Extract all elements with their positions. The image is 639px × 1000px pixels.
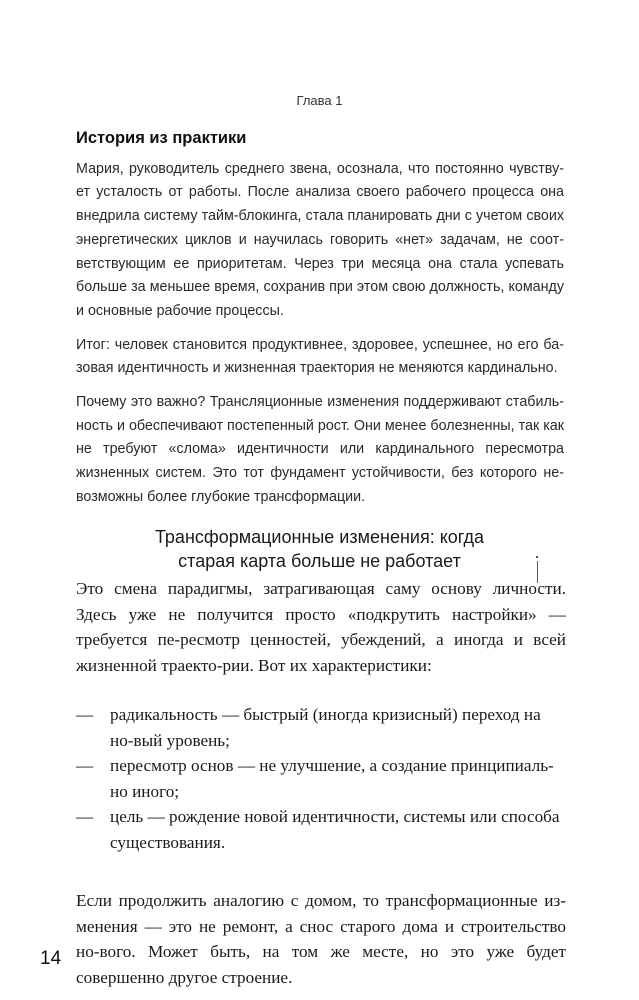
case-study-block <box>76 127 564 520</box>
list-item-text: радикальность — быстрый (иногда кризисный) переход на но-вый уровень; <box>110 705 541 750</box>
characteristics-list <box>76 702 566 855</box>
scan-artifact-dot <box>536 556 538 558</box>
page-number: 14 <box>40 948 62 969</box>
section-heading-line-2: старая карта больше не работает <box>178 551 461 571</box>
section-heading-line-1: Трансформационные изменения: когда <box>154 527 485 547</box>
case-study-importance: Почему это важно? Трансляционные изменения поддерживают стабиль-ность и обеспечивают постепенный рост. Они менее болезненны, так как не требуют «слома» идентичности или кардинального пересмотра жизненных систем. Это тот фундамент устойчивости, без которого не-возможны более глубокие трансформации. <box>76 394 564 505</box>
list-item-text: цель — рождение новой идентичности, системы или способа существования. <box>110 807 560 852</box>
case-study-paragraph: Мария, руководитель среднего звена, осознала, что постоянно чувству-ет усталость от работы. После анализа своего рабочего процесса она внедрила систему тайм-блокинга, стала планировать дни с учетом своих энергетических циклов и научилась говорить «нет» задачам, не соот-ветствующим ее приоритетам. Через три месяца она стала успевать больше за меньшее время, сохранив при этом свою должность, команду и основные рабочие процессы. <box>76 160 564 319</box>
case-study-summary: Итог: человек становится продуктивнее, здоровее, успешнее, но его ба-зовая идентичность и жизненная траектория не меняются кардинально. <box>76 336 564 377</box>
list-item-text: пересмотр основ — не улучшение, а создание принципиаль-но иного; <box>110 756 554 801</box>
intro-paragraph: Это смена парадигмы, затрагивающая саму основу личности. Здесь уже не получится просто «подкрутить настройки» — требуется пе-ресмотр ценностей, убеждений, а иногда и всей жизненной траекто-рии. Вот их характеристики: <box>76 579 566 675</box>
list-item <box>76 804 566 855</box>
running-head: Глава 1 <box>296 93 343 108</box>
list-item <box>76 753 566 804</box>
dash-marker: — <box>76 807 94 826</box>
section-heading <box>0 525 639 573</box>
body-text <box>76 576 566 990</box>
closing-paragraph: Если продолжить аналогию с домом, то трансформационные из-менения — это не ремонт, а снос старого дома и строительство но-вого. Может быть, на том же месте, но это уже будет совершенно другое строение. <box>76 891 566 987</box>
dash-marker: — <box>76 705 94 724</box>
dash-marker: — <box>76 756 94 775</box>
case-study-title: История из практики <box>76 129 247 147</box>
list-item <box>76 702 566 753</box>
